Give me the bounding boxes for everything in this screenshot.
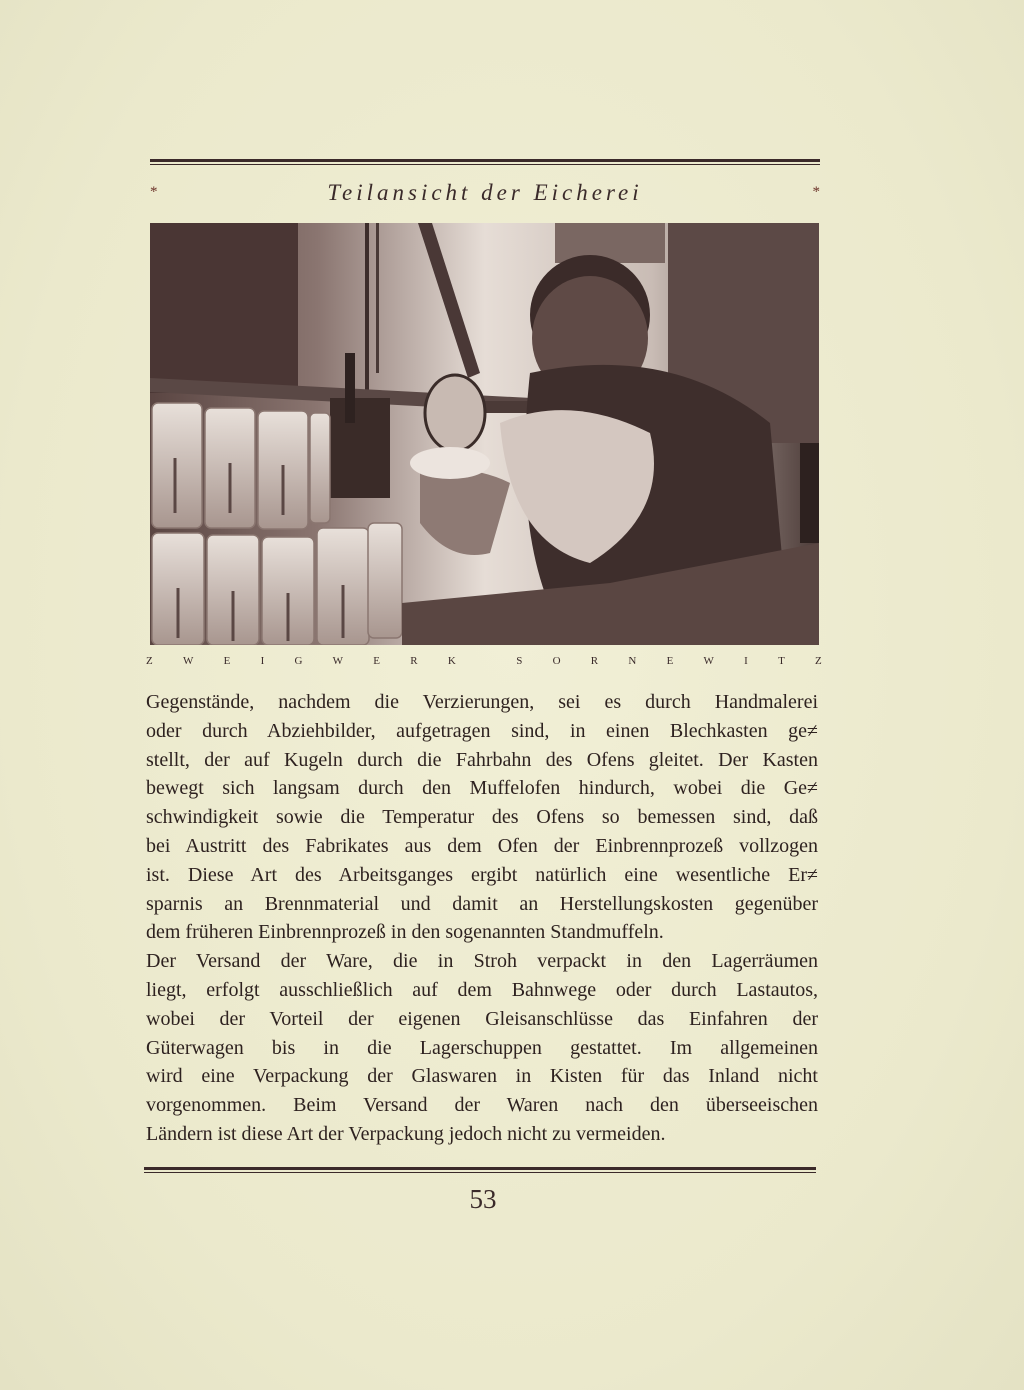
page-title: Teilansicht der Eicherei [327,180,643,205]
caption-letter: K [447,655,456,667]
text-line: wobei der Vorteil der eigenen Gleisanschlüsse das Einfahren der [146,1007,818,1030]
caption-letter: W [332,655,344,667]
caption-letter: W [182,655,194,667]
caption-letter: N [628,655,637,667]
caption-letter: I [744,655,748,667]
photograph-workman-etching-glass [150,223,819,645]
page-header [150,180,820,214]
bottom-rule-thick-line [144,1167,816,1170]
top-rule-thin-line [150,164,820,165]
caption-letter: W [703,655,714,667]
text-line: Ländern ist diese Art der Verpackung jedoch nicht zu vermeiden. [146,1122,666,1145]
page-number: 53 [469,1184,497,1214]
caption-letter: Z [146,655,153,667]
caption-letter: S [516,655,523,667]
text-line: schwindigkeit sowie die Temperatur des Ofens so bemessen sind, daß [146,806,818,829]
caption-letter: R [410,655,418,667]
text-line: oder durch Abziehbilder, aufgetragen sind, in einen Blechkasten ge≠ [146,719,818,742]
text-line: bei Austritt des Fabrikates aus dem Ofen der Einbrennprozeß vollzogen [146,834,818,857]
caption-letter: E [223,655,231,667]
text-line: wird eine Verpackung der Glaswaren in Kisten für das Inland nicht [146,1065,818,1088]
top-double-rule [150,159,820,166]
bottom-rule-thin-line [144,1172,816,1173]
caption-letter: G [294,655,303,667]
top-rule-thick-line [150,159,820,162]
bottom-double-rule [144,1167,816,1174]
text-line: stellt, der auf Kugeln durch die Fahrbahn des Ofens gleitet. Der Kasten [146,748,818,771]
text-line: vorgenommen. Beim Versand der Waren nach den überseeischen [146,1094,818,1117]
body-paragraph [146,688,818,1149]
text-line: liegt, erfolgt ausschließlich auf dem Bahnwege oder durch Lastautos, [146,978,818,1001]
text-line: Der Versand der Ware, die in Stroh verpackt in den Lagerräumen [146,950,818,973]
photo-illustration [150,223,819,645]
text-line: Güterwagen bis in die Lagerschuppen gestattet. Im allgemeinen [146,1036,818,1059]
text-line: sparnis an Brennmaterial und damit an Herstellungskosten gegenüber [146,892,818,915]
text-line: bewegt sich langsam durch den Muffelofen hindurch, wobei die Ge≠ [146,777,818,800]
text-line: ist. Diese Art des Arbeitsganges ergibt natürlich eine wesentliche Er≠ [146,863,818,886]
text-line: dem früheren Einbrennprozeß in den sogenannten Standmuffeln. [146,921,664,944]
text-line: Gegenstände, nachdem die Verzierungen, sei es durch Handmalerei [146,691,818,713]
caption-letter: E [666,655,674,667]
caption-letter: Z [815,655,822,667]
caption-letter: I [260,655,265,667]
header-star-right-icon: * [812,184,820,200]
header-star-left-icon: * [150,184,158,200]
caption-letter: E [373,655,381,667]
photo-caption [146,655,822,675]
caption-letter: R [590,655,599,667]
caption-letter: T [778,655,785,667]
caption-letter: O [552,655,561,667]
